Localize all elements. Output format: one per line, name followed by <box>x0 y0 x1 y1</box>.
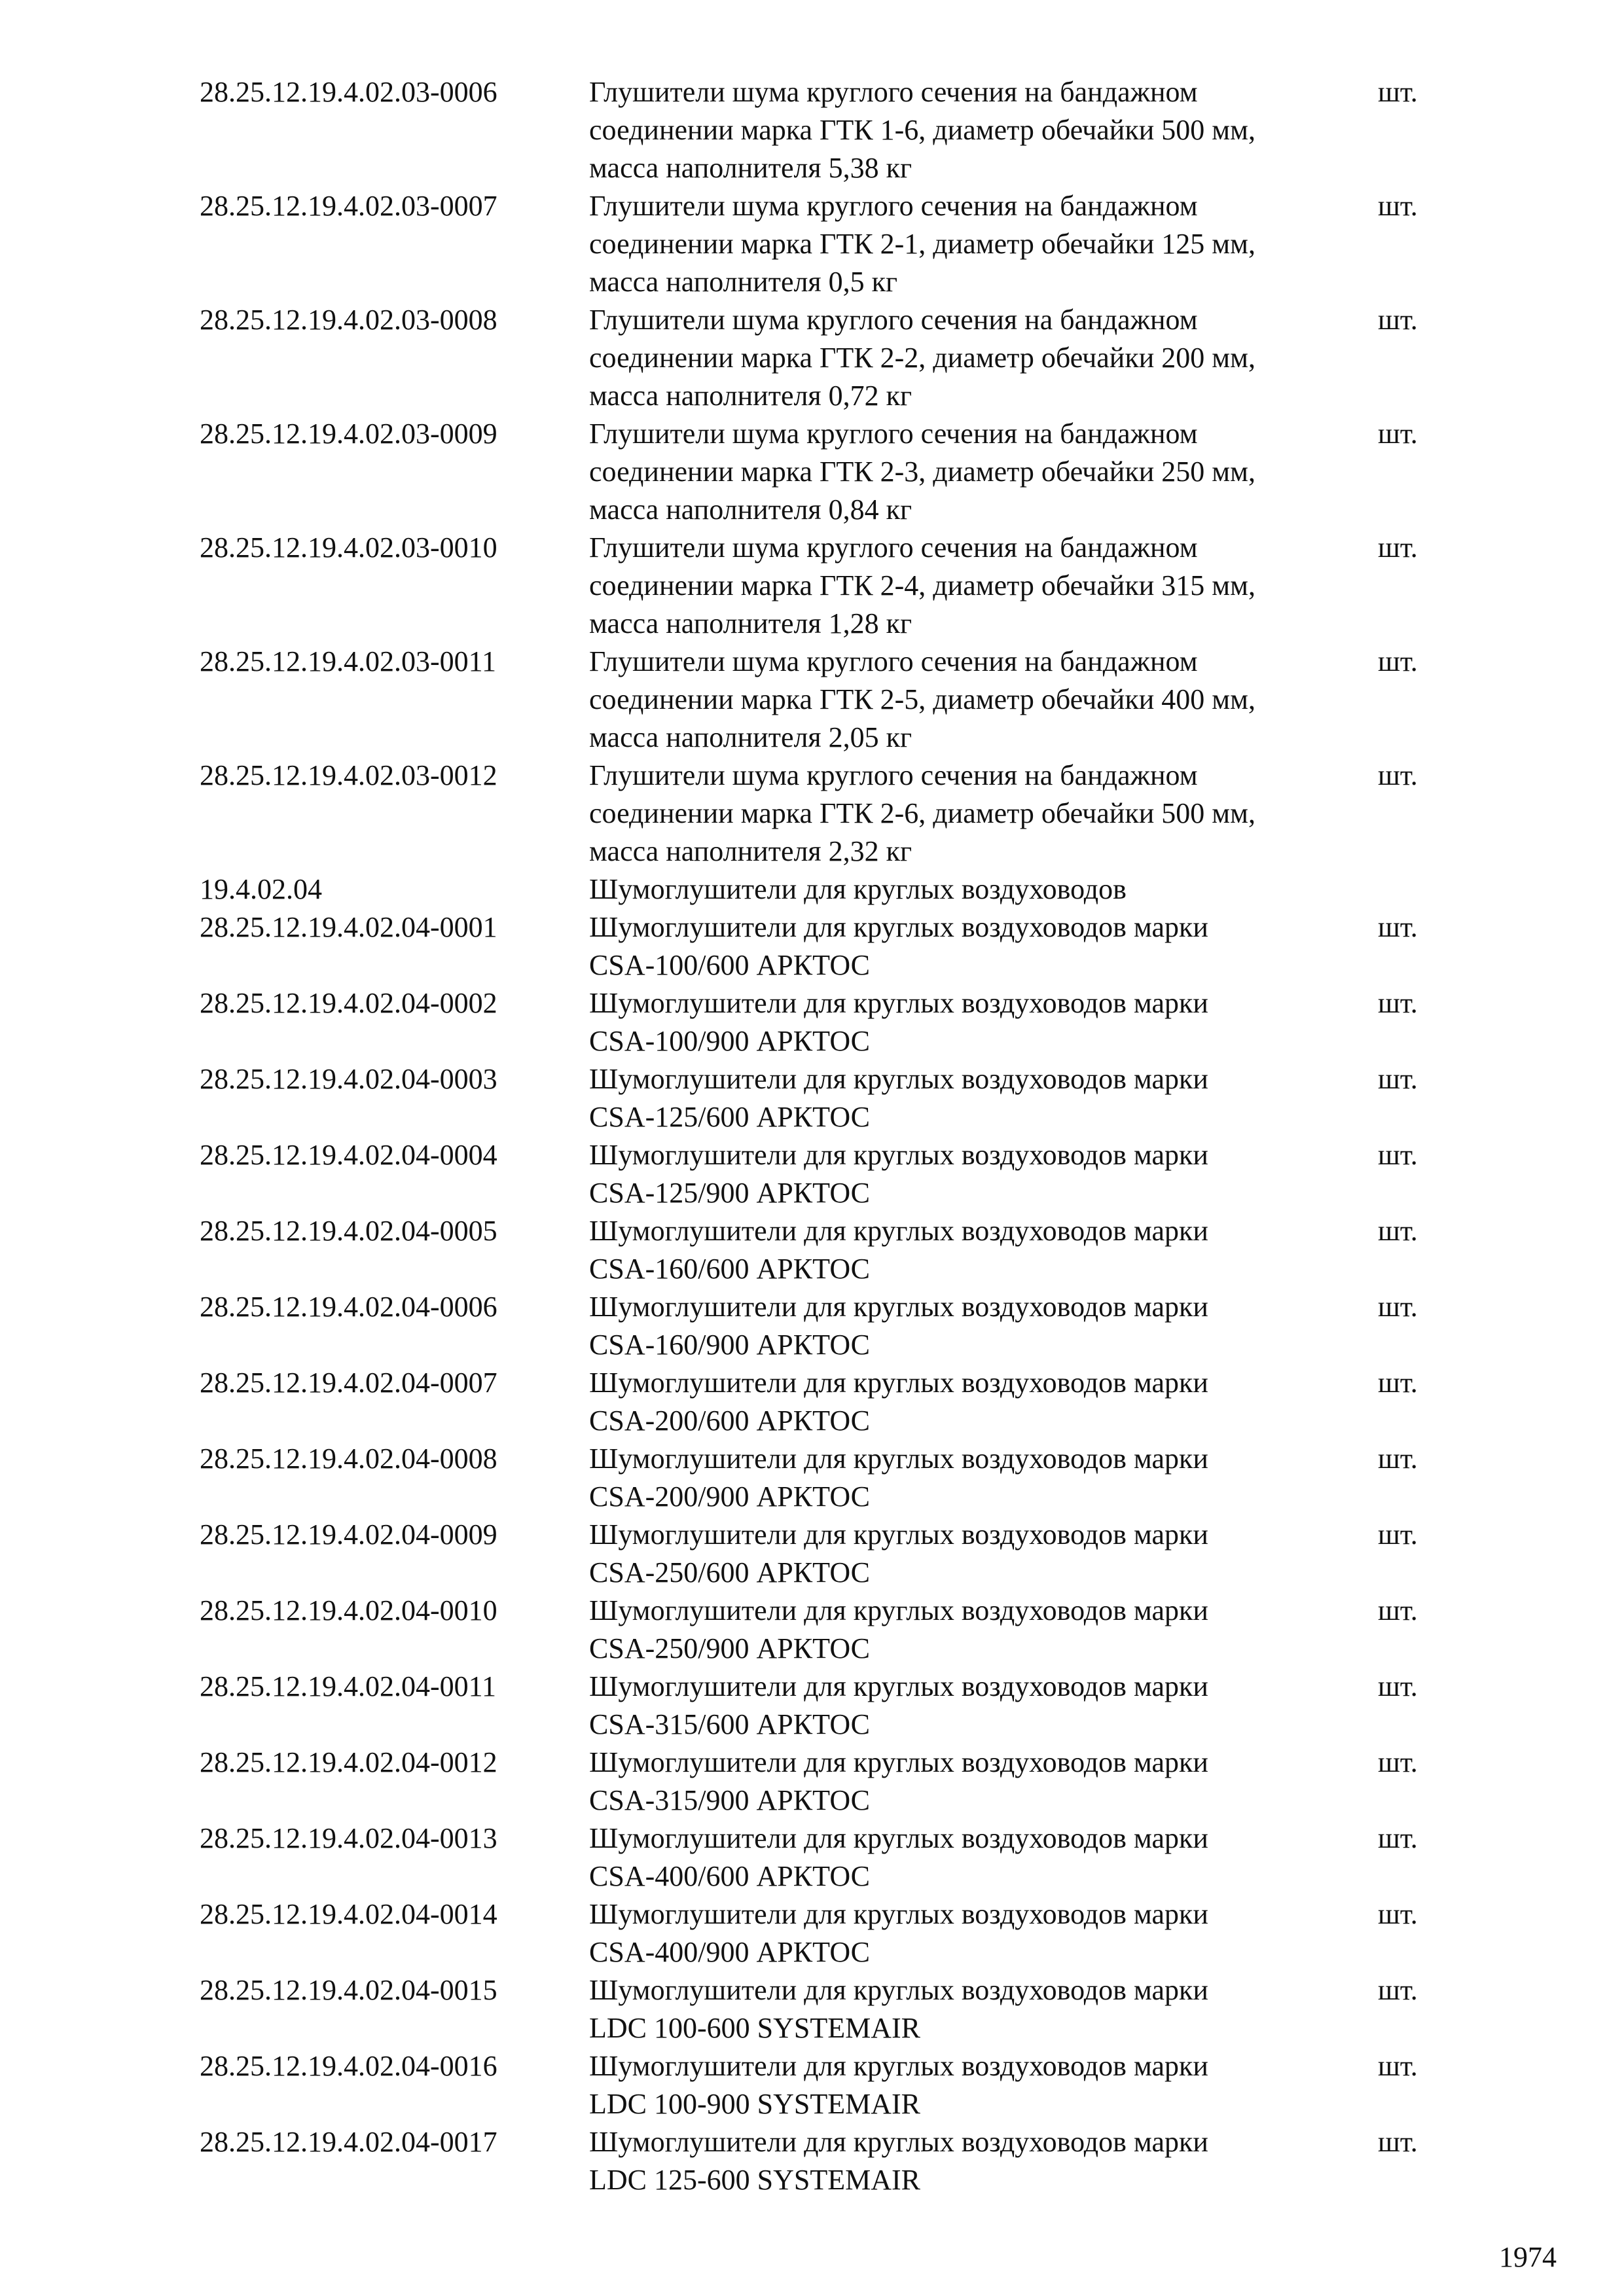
row-code: 28.25.12.19.4.02.04-0016 <box>200 2050 497 2082</box>
row-name <box>589 1516 1362 1592</box>
row-name-line: Шумоглушители для круглых воздуховодов марки <box>589 911 1208 943</box>
row-name <box>589 73 1362 187</box>
row-code: 28.25.12.19.4.02.03-0012 <box>200 759 497 791</box>
row-name-line: соединении марка ГТК 2-4, диаметр обечайки 315 мм, <box>589 569 1255 601</box>
table-row <box>0 529 1624 643</box>
row-name <box>589 757 1362 870</box>
row-name-line: Шумоглушители для круглых воздуховодов марки <box>589 1746 1208 1778</box>
row-name-line: Шумоглушители для круглых воздуховодов марки <box>589 1215 1208 1247</box>
row-name <box>589 1060 1362 1136</box>
row-name-line: CSA-125/600 АРКТОС <box>589 1101 871 1133</box>
table-row <box>0 1895 1624 1971</box>
row-code: 28.25.12.19.4.02.04-0002 <box>200 987 497 1019</box>
row-unit: шт. <box>1378 987 1418 1019</box>
row-name-line: соединении марка ГТК 1-6, диаметр обечайки 500 мм, <box>589 114 1255 146</box>
table-row <box>0 643 1624 757</box>
row-name-line: CSA-400/900 АРКТОС <box>589 1936 871 1968</box>
row-name-line: масса наполнителя 2,32 кг <box>589 835 912 867</box>
row-name-line: CSA-250/600 АРКТОС <box>589 1556 871 1588</box>
row-code: 28.25.12.19.4.02.04-0009 <box>200 1518 497 1551</box>
row-code: 28.25.12.19.4.02.04-0014 <box>200 1898 497 1930</box>
row-name-line: масса наполнителя 1,28 кг <box>589 607 912 639</box>
row-code: 28.25.12.19.4.02.03-0009 <box>200 418 497 450</box>
row-name-line: CSA-200/900 АРКТОС <box>589 1480 871 1513</box>
row-name-line: Шумоглушители для круглых воздуховодов <box>589 873 1127 905</box>
row-name-line: Глушители шума круглого сечения на бандажном <box>589 304 1198 336</box>
row-code: 28.25.12.19.4.02.04-0012 <box>200 1746 497 1778</box>
row-name <box>589 1592 1362 1668</box>
row-name-line: CSA-100/900 АРКТОС <box>589 1025 871 1057</box>
table-row <box>0 1971 1624 2047</box>
table-row <box>0 1516 1624 1592</box>
row-name-line: масса наполнителя 0,84 кг <box>589 493 912 526</box>
row-name-line: Шумоглушители для круглых воздуховодов марки <box>589 1670 1208 1702</box>
row-name-line: соединении марка ГТК 2-3, диаметр обечайки 250 мм, <box>589 456 1255 488</box>
row-name-line: Глушители шума круглого сечения на бандажном <box>589 76 1198 108</box>
row-unit: шт. <box>1378 190 1418 222</box>
row-name-line: соединении марка ГТК 2-2, диаметр обечайки 200 мм, <box>589 342 1255 374</box>
row-name <box>589 1440 1362 1516</box>
row-name <box>589 301 1362 415</box>
row-name-line: Шумоглушители для круглых воздуховодов марки <box>589 1518 1208 1551</box>
row-unit: шт. <box>1378 1670 1418 1702</box>
row-name <box>589 870 1362 908</box>
row-code: 28.25.12.19.4.02.04-0006 <box>200 1291 497 1323</box>
table-row <box>0 1212 1624 1288</box>
table-row <box>0 1060 1624 1136</box>
row-name-line: CSA-315/900 АРКТОС <box>589 1784 871 1816</box>
row-name-line: Шумоглушители для круглых воздуховодов марки <box>589 1898 1208 1930</box>
row-name-line: Глушители шума круглого сечения на бандажном <box>589 418 1198 450</box>
row-name <box>589 908 1362 984</box>
row-code: 28.25.12.19.4.02.03-0011 <box>200 645 497 677</box>
row-name-line: масса наполнителя 5,38 кг <box>589 152 912 184</box>
row-unit: шт. <box>1378 1063 1418 1095</box>
row-name-line: CSA-160/900 АРКТОС <box>589 1329 871 1361</box>
row-code: 19.4.02.04 <box>200 873 322 905</box>
row-unit: шт. <box>1378 1367 1418 1399</box>
row-unit: шт. <box>1378 1974 1418 2006</box>
row-name <box>589 1744 1362 1820</box>
row-unit: шт. <box>1378 1443 1418 1475</box>
row-name <box>589 984 1362 1060</box>
row-unit: шт. <box>1378 759 1418 791</box>
row-name <box>589 1136 1362 1212</box>
row-name-line: Шумоглушители для круглых воздуховодов марки <box>589 1367 1208 1399</box>
table-row <box>0 984 1624 1060</box>
row-name-line: CSA-400/600 АРКТОС <box>589 1860 871 1892</box>
row-unit: шт. <box>1378 304 1418 336</box>
row-name-line: Шумоглушители для круглых воздуховодов марки <box>589 1291 1208 1323</box>
row-name <box>589 529 1362 643</box>
row-code: 28.25.12.19.4.02.04-0003 <box>200 1063 497 1095</box>
table-row <box>0 1744 1624 1820</box>
row-unit: шт. <box>1378 1215 1418 1247</box>
row-name-line: CSA-125/900 АРКТОС <box>589 1177 871 1209</box>
row-code: 28.25.12.19.4.02.03-0010 <box>200 531 497 564</box>
row-name-line: масса наполнителя 2,05 кг <box>589 721 912 753</box>
row-name-line: CSA-100/600 АРКТОС <box>589 949 871 981</box>
row-name <box>589 1364 1362 1440</box>
row-name-line: Глушители шума круглого сечения на бандажном <box>589 759 1198 791</box>
row-unit: шт. <box>1378 1518 1418 1551</box>
row-code: 28.25.12.19.4.02.04-0010 <box>200 1594 497 1626</box>
row-name-line: Шумоглушители для круглых воздуховодов марки <box>589 987 1208 1019</box>
row-name-line: соединении марка ГТК 2-1, диаметр обечайки 125 мм, <box>589 228 1255 260</box>
row-code: 28.25.12.19.4.02.04-0017 <box>200 2126 497 2158</box>
row-name <box>589 2047 1362 2123</box>
row-code: 28.25.12.19.4.02.04-0001 <box>200 911 497 943</box>
row-unit: шт. <box>1378 2050 1418 2082</box>
row-code: 28.25.12.19.4.02.03-0007 <box>200 190 497 222</box>
row-name-line: масса наполнителя 0,72 кг <box>589 380 912 412</box>
row-name <box>589 1895 1362 1971</box>
price-list-table <box>0 73 1624 2199</box>
row-unit: шт. <box>1378 1746 1418 1778</box>
row-code: 28.25.12.19.4.02.04-0013 <box>200 1822 497 1854</box>
row-unit: шт. <box>1378 1898 1418 1930</box>
table-row <box>0 2047 1624 2123</box>
row-name-line: масса наполнителя 0,5 кг <box>589 266 898 298</box>
row-name-line: Шумоглушители для круглых воздуховодов марки <box>589 1822 1208 1854</box>
row-name-line: Шумоглушители для круглых воздуховодов марки <box>589 1974 1208 2006</box>
row-unit: шт. <box>1378 1291 1418 1323</box>
row-name-line: Шумоглушители для круглых воздуховодов марки <box>589 1594 1208 1626</box>
row-name-line: CSA-200/600 АРКТОС <box>589 1405 871 1437</box>
table-row <box>0 1668 1624 1744</box>
table-row <box>0 301 1624 415</box>
table-row <box>0 1440 1624 1516</box>
row-unit: шт. <box>1378 1139 1418 1171</box>
table-row <box>0 757 1624 870</box>
page-number: 1974 <box>1499 2241 1557 2273</box>
table-row <box>0 908 1624 984</box>
row-name-line: Шумоглушители для круглых воздуховодов марки <box>589 2050 1208 2082</box>
table-row <box>0 1592 1624 1668</box>
row-name-line: Глушители шума круглого сечения на бандажном <box>589 645 1198 677</box>
row-code: 28.25.12.19.4.02.04-0005 <box>200 1215 497 1247</box>
row-name <box>589 1212 1362 1288</box>
row-code: 28.25.12.19.4.02.04-0011 <box>200 1670 497 1702</box>
row-name-line: CSA-315/600 АРКТОС <box>589 1708 871 1740</box>
row-name <box>589 2123 1362 2199</box>
row-name <box>589 1820 1362 1895</box>
row-code: 28.25.12.19.4.02.04-0008 <box>200 1443 497 1475</box>
row-unit: шт. <box>1378 911 1418 943</box>
table-row <box>0 2123 1624 2199</box>
row-name-line: CSA-250/900 АРКТОС <box>589 1632 871 1664</box>
table-row <box>0 1820 1624 1895</box>
table-row <box>0 1288 1624 1364</box>
table-row <box>0 187 1624 301</box>
row-name-line: LDC 100-900 SYSTEMAIR <box>589 2088 921 2120</box>
row-name-line: Шумоглушители для круглых воздуховодов марки <box>589 1443 1208 1475</box>
table-row <box>0 870 1624 908</box>
row-name-line: Шумоглушители для круглых воздуховодов марки <box>589 2126 1208 2158</box>
row-unit: шт. <box>1378 76 1418 108</box>
row-code: 28.25.12.19.4.02.03-0008 <box>200 304 497 336</box>
row-unit: шт. <box>1378 1822 1418 1854</box>
row-unit: шт. <box>1378 531 1418 564</box>
row-name-line: Глушители шума круглого сечения на бандажном <box>589 190 1198 222</box>
row-name-line: соединении марка ГТК 2-5, диаметр обечайки 400 мм, <box>589 683 1255 715</box>
row-name-line: соединении марка ГТК 2-6, диаметр обечайки 500 мм, <box>589 797 1255 829</box>
row-name-line: Глушители шума круглого сечения на бандажном <box>589 531 1198 564</box>
row-code: 28.25.12.19.4.02.04-0004 <box>200 1139 497 1171</box>
row-name-line: LDC 100-600 SYSTEMAIR <box>589 2012 921 2044</box>
row-name <box>589 187 1362 301</box>
row-unit: шт. <box>1378 1594 1418 1626</box>
row-name <box>589 643 1362 757</box>
row-code: 28.25.12.19.4.02.03-0006 <box>200 76 497 108</box>
row-name-line: Шумоглушители для круглых воздуховодов марки <box>589 1139 1208 1171</box>
table-row <box>0 73 1624 187</box>
row-name <box>589 1668 1362 1744</box>
row-name <box>589 1288 1362 1364</box>
row-unit: шт. <box>1378 2126 1418 2158</box>
row-name-line: LDC 125-600 SYSTEMAIR <box>589 2164 921 2196</box>
row-code: 28.25.12.19.4.02.04-0015 <box>200 1974 497 2006</box>
table-row <box>0 1136 1624 1212</box>
row-name-line: CSA-160/600 АРКТОС <box>589 1253 871 1285</box>
row-code: 28.25.12.19.4.02.04-0007 <box>200 1367 497 1399</box>
row-unit: шт. <box>1378 645 1418 677</box>
row-name <box>589 1971 1362 2047</box>
row-name <box>589 415 1362 529</box>
table-row <box>0 415 1624 529</box>
table-row <box>0 1364 1624 1440</box>
row-name-line: Шумоглушители для круглых воздуховодов марки <box>589 1063 1208 1095</box>
row-unit: шт. <box>1378 418 1418 450</box>
